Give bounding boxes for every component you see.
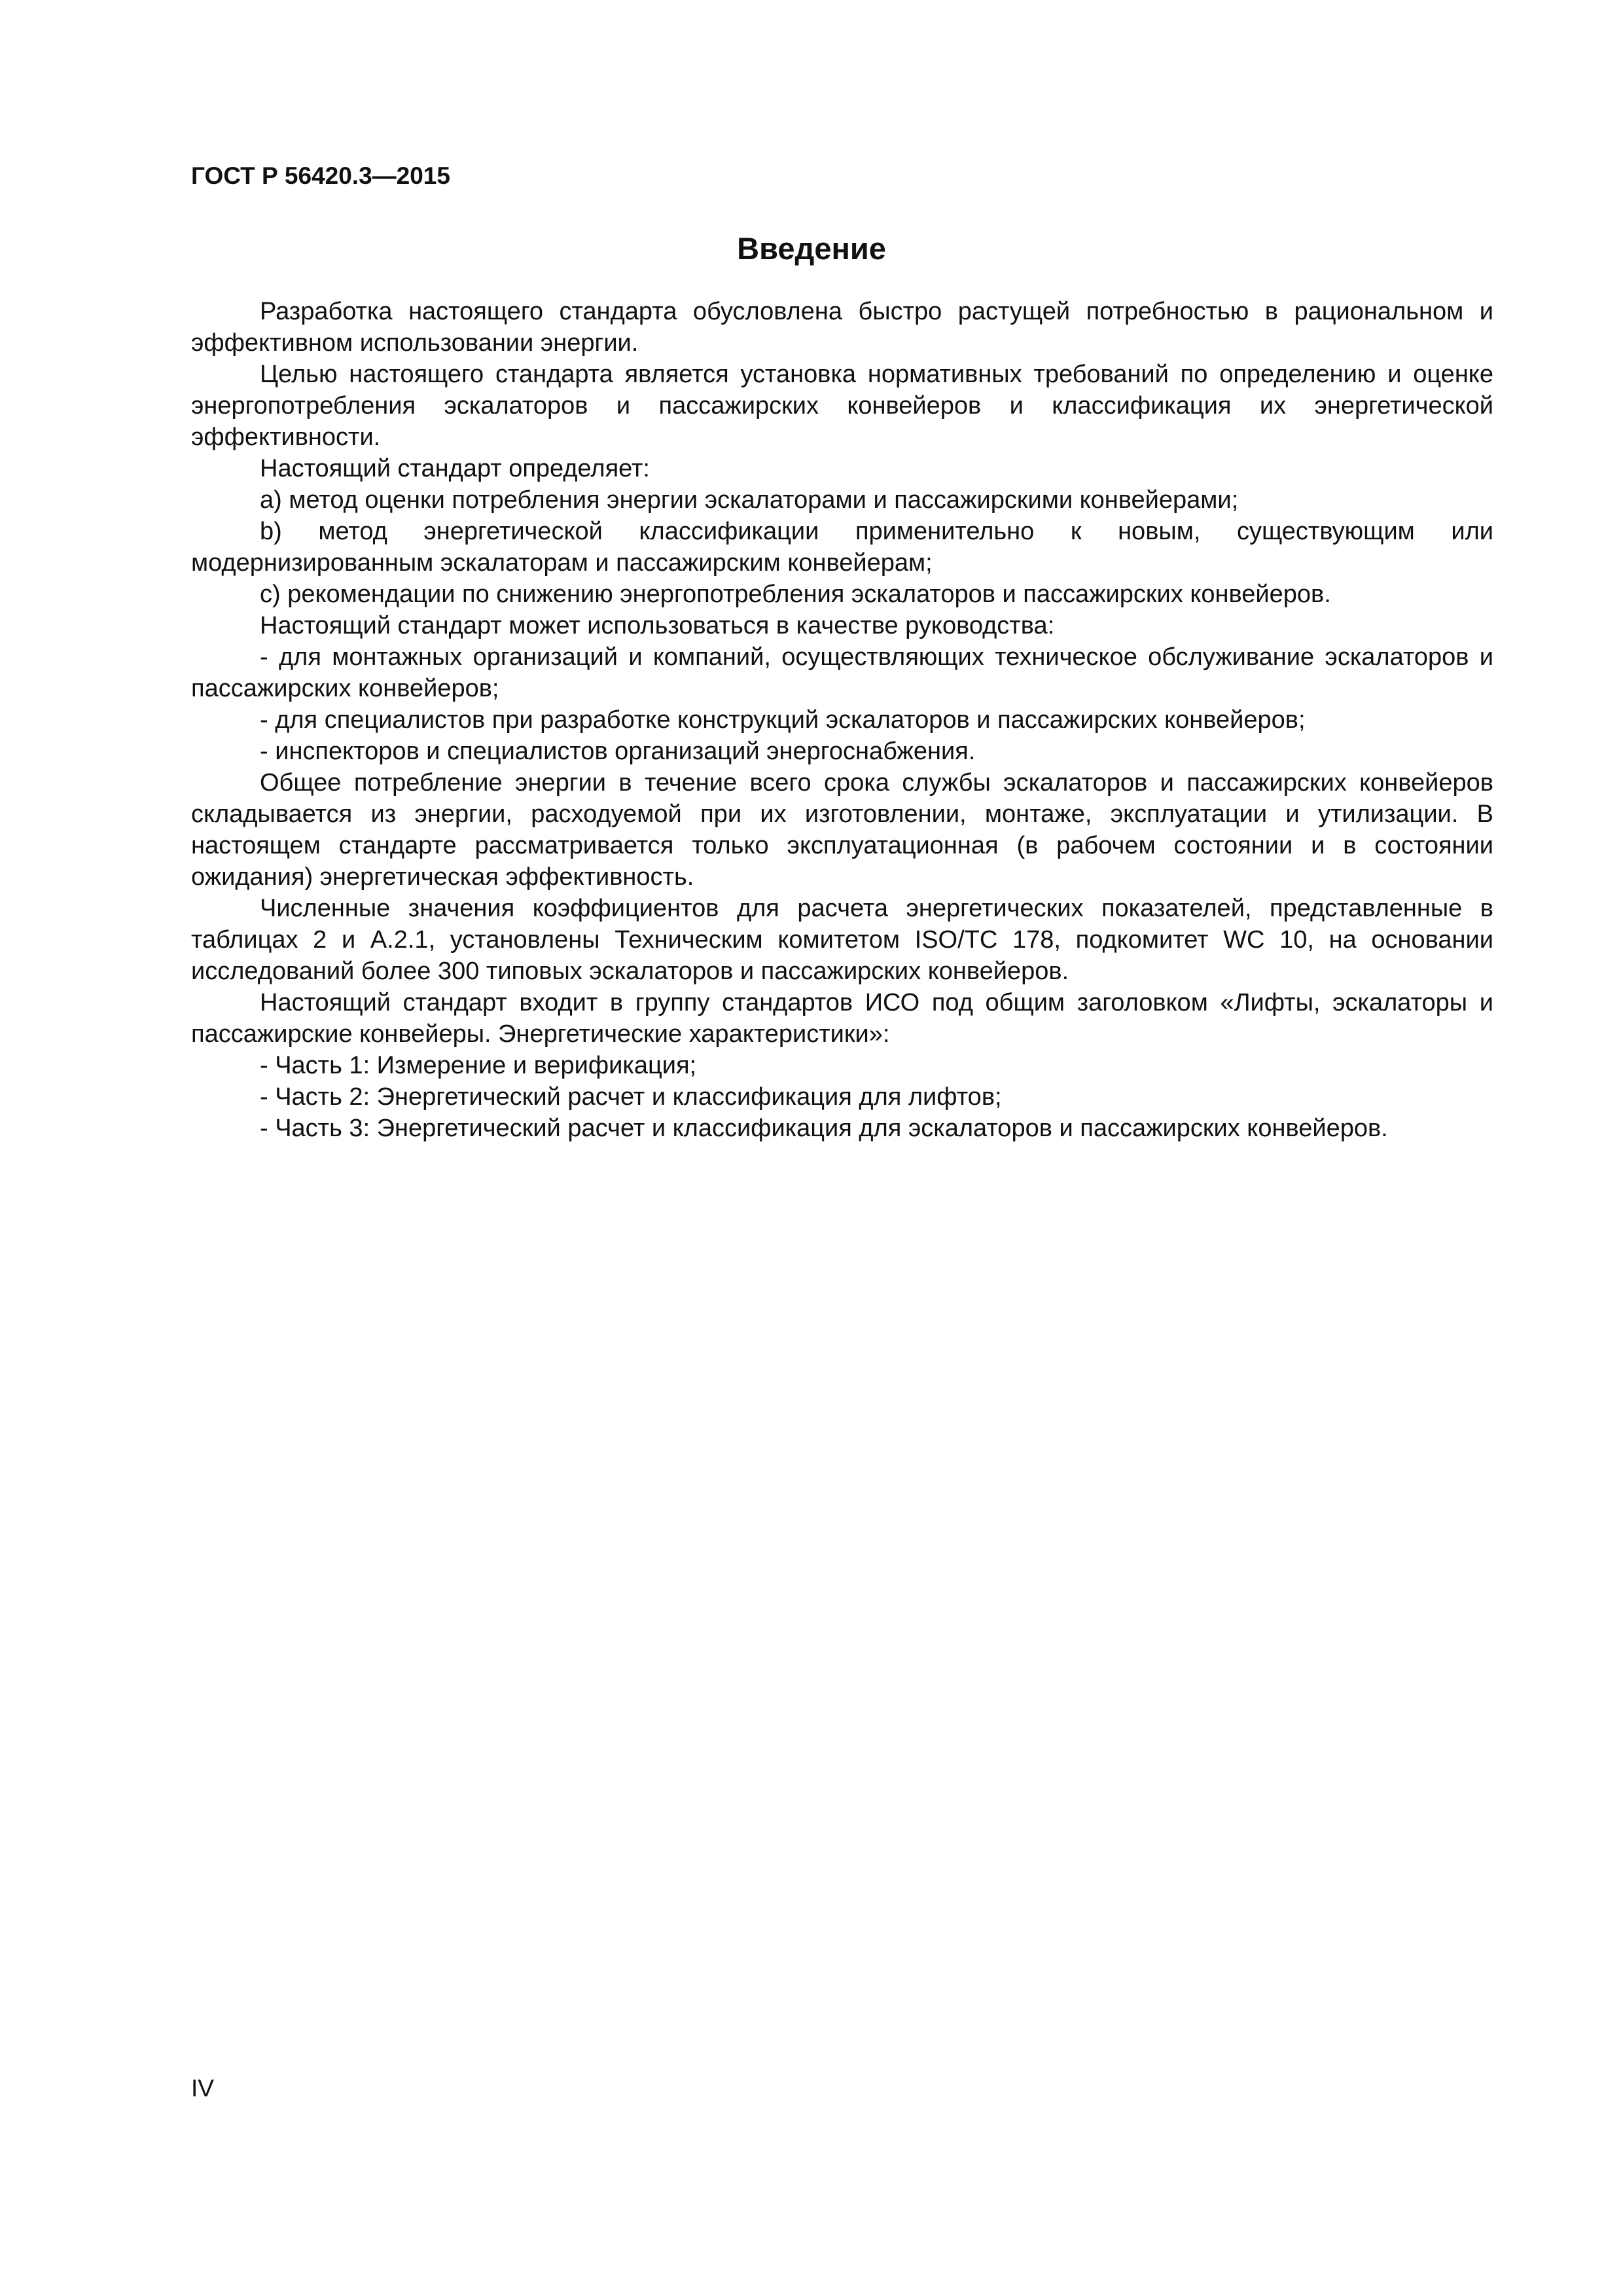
list-item: - Часть 3: Энергетический расчет и классификация для эскалаторов и пассажирских конвейеров. xyxy=(260,1115,1388,1142)
list-item: - Часть 1: Измерение и верификация; xyxy=(260,1052,697,1079)
document-body xyxy=(191,296,1493,1144)
section-title: Введение xyxy=(737,231,886,266)
paragraph: Настоящий стандарт входит в группу стандартов ИСО под общим заголовком «Лифты, эскалаторы и пассажирские конвейеры. Энергетические характеристики»: xyxy=(191,989,1493,1048)
list-item: - инспекторов и специалистов организаций энергоснабжения. xyxy=(260,738,976,765)
paragraph: Настоящий стандарт может использоваться в качестве руководства: xyxy=(260,612,1055,639)
list-item: a) метод оценки потребления энергии эскалаторами и пассажирскими конвейерами; xyxy=(260,486,1239,514)
paragraph: Разработка настоящего стандарта обусловлена быстро растущей потребностью в рациональном и эффективном использовании энергии. xyxy=(191,298,1493,357)
paragraph: Целью настоящего стандарта является установка нормативных требований по определению и оценке энергопотребления эскалаторов и пассажирских конвейеров и классификация их энергетической эффективности. xyxy=(191,361,1493,451)
paragraph: Общее потребление энергии в течение всего срока службы эскалаторов и пассажирских конвейеров складывается из энергии, расходуемой при их изготовлении, монтаже, эксплуатации и утилизации. В настоящем стандарте рассматривается только эксплуатационная (в рабочем состоянии и в состоянии ожидания) энергетическая эффективность. xyxy=(191,769,1493,891)
document-header: ГОСТ Р 56420.3—2015 xyxy=(191,162,450,189)
paragraph: Численные значения коэффициентов для расчета энергетических показателей, представленные в таблицах 2 и А.2.1, установлены Техническим комитетом ISO/TC 178, подкомитет WC 10, на основании исследований более 300 типовых эскалаторов и пассажирских конвейеров. xyxy=(191,895,1493,985)
list-item: b) метод энергетической классификации применительно к новым, существующим или модернизированным эскалаторам и пассажирским конвейерам; xyxy=(191,518,1493,577)
list-item: - для монтажных организаций и компаний, осуществляющих техническое обслуживание эскалаторов и пассажирских конвейеров; xyxy=(191,643,1493,702)
list-item: c) рекомендации по снижению энергопотребления эскалаторов и пассажирских конвейеров. xyxy=(260,581,1331,608)
list-item: - Часть 2: Энергетический расчет и классификация для лифтов; xyxy=(260,1083,1002,1111)
paragraph: Настоящий стандарт определяет: xyxy=(260,455,650,482)
page-number: IV xyxy=(191,2075,214,2102)
list-item: - для специалистов при разработке конструкций эскалаторов и пассажирских конвейеров; xyxy=(260,706,1306,734)
